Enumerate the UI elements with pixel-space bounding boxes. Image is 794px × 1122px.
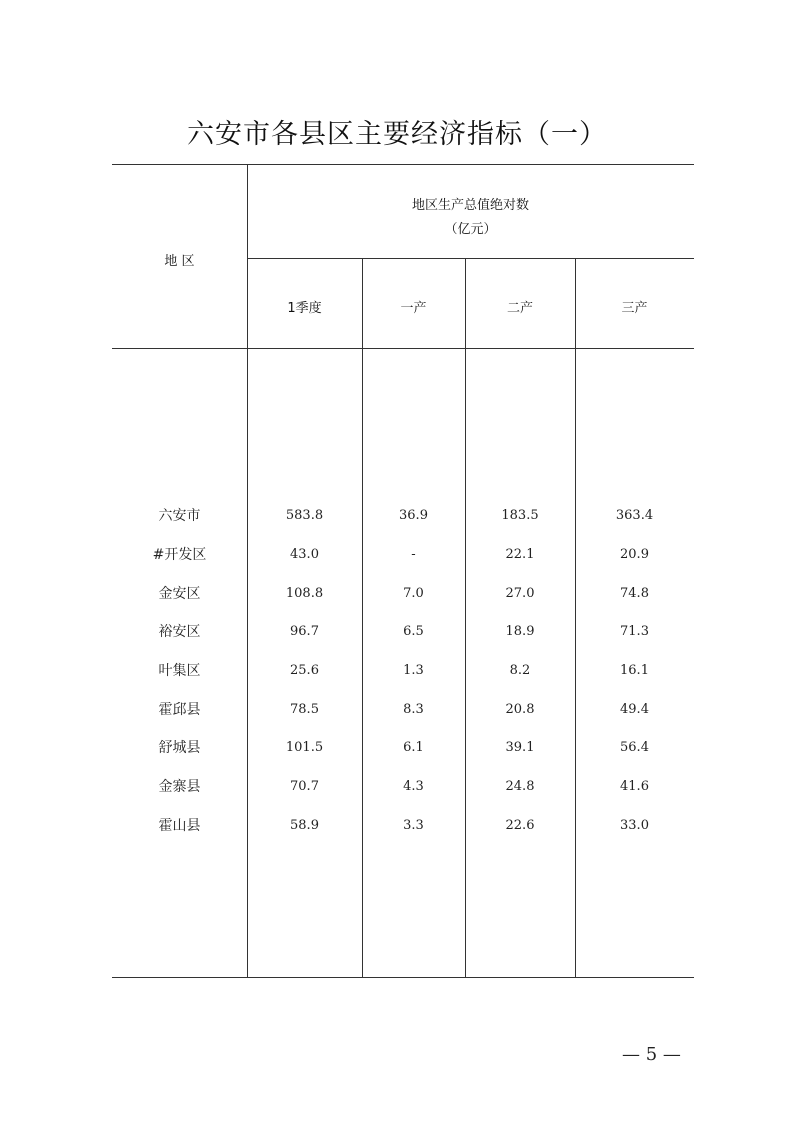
- primary-cell: 36.9: [399, 508, 428, 523]
- region-cell: #开发区: [152, 547, 207, 563]
- column-divider: [362, 258, 363, 978]
- primary-cell: 6.5: [403, 624, 424, 639]
- q1-cell: 101.5: [285, 740, 324, 755]
- column-divider: [575, 258, 576, 978]
- q1-cell: 583.8: [285, 508, 324, 523]
- table-bottom-rule: [112, 977, 694, 978]
- q1-cell: 43.0: [290, 547, 319, 562]
- q1-cell: 78.5: [290, 702, 319, 717]
- table-top-rule: [112, 164, 694, 165]
- primary-cell: 1.3: [403, 663, 424, 678]
- secondary-cell: 39.1: [505, 740, 535, 755]
- region-cell: 六安市: [158, 508, 201, 524]
- region-cell: 金安区: [158, 586, 201, 602]
- tertiary-cell: 20.9: [620, 547, 649, 562]
- column-header-tertiary: 三产: [621, 301, 648, 316]
- tertiary-cell: 41.6: [620, 779, 649, 794]
- q1-cell: 70.7: [290, 779, 319, 794]
- secondary-cell: 27.0: [505, 586, 535, 601]
- header-sub-rule: [247, 258, 694, 259]
- primary-cell: 4.3: [403, 779, 424, 794]
- region-cell: 霍山县: [158, 818, 201, 834]
- gdp-header-unit: （亿元）: [444, 222, 497, 237]
- column-header-q1: 1季度: [287, 301, 322, 316]
- tertiary-cell: 33.0: [620, 818, 649, 833]
- tertiary-cell: 16.1: [620, 663, 649, 678]
- region-cell: 霍邱县: [158, 702, 201, 718]
- region-cell: 裕安区: [158, 624, 201, 640]
- tertiary-cell: 363.4: [615, 508, 654, 523]
- page-number: — 5 —: [622, 1044, 681, 1065]
- q1-cell: 108.8: [285, 586, 324, 601]
- tertiary-cell: 71.3: [620, 624, 649, 639]
- secondary-cell: 22.1: [505, 547, 535, 562]
- secondary-cell: 20.8: [505, 702, 535, 717]
- gdp-header-title: 地区生产总值绝对数: [411, 198, 529, 213]
- column-header-primary: 一产: [400, 301, 427, 316]
- region-cell: 叶集区: [158, 663, 201, 679]
- secondary-cell: 24.8: [505, 779, 535, 794]
- tertiary-cell: 74.8: [620, 586, 649, 601]
- region-cell: 金寨县: [158, 779, 201, 795]
- primary-cell: 3.3: [403, 818, 424, 833]
- primary-cell: 8.3: [403, 702, 424, 717]
- primary-cell: 7.0: [403, 586, 424, 601]
- q1-cell: 58.9: [290, 818, 319, 833]
- region-header: 地 区: [164, 254, 195, 269]
- q1-cell: 96.7: [290, 624, 319, 639]
- column-divider: [247, 164, 248, 978]
- q1-cell: 25.6: [290, 663, 319, 678]
- page-title: 六安市各县区主要经济指标（一）: [187, 119, 607, 150]
- secondary-cell: 183.5: [501, 508, 539, 523]
- column-header-secondary: 二产: [506, 301, 533, 316]
- secondary-cell: 18.9: [505, 624, 535, 639]
- header-bottom-rule: [112, 348, 694, 349]
- primary-cell: 6.1: [403, 740, 424, 755]
- primary-cell: -: [411, 547, 416, 562]
- tertiary-cell: 49.4: [620, 702, 649, 717]
- secondary-cell: 22.6: [505, 818, 535, 833]
- secondary-cell: 8.2: [509, 663, 531, 678]
- column-divider: [465, 258, 466, 978]
- tertiary-cell: 56.4: [620, 740, 649, 755]
- region-cell: 舒城县: [158, 740, 201, 756]
